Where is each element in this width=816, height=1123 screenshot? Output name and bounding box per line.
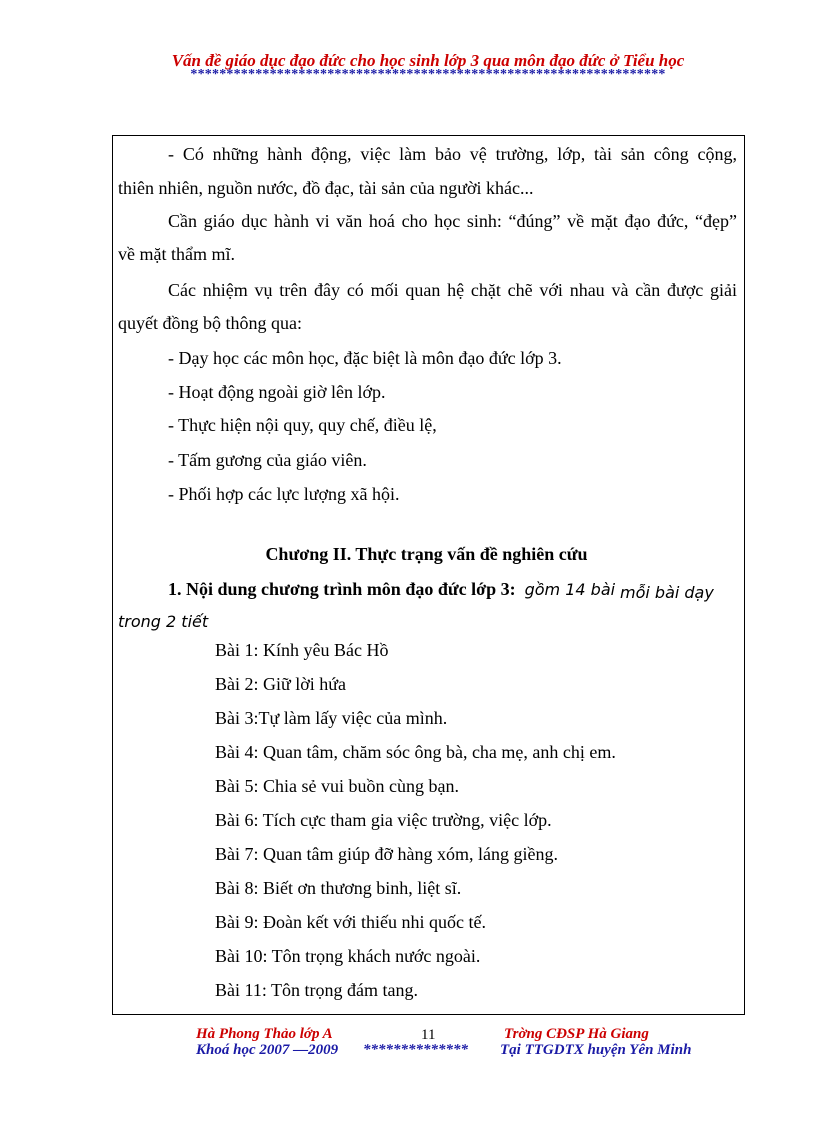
lesson-item: Bài 2: Giữ lời hứa <box>215 674 347 694</box>
paragraph-1-line-2: thiên nhiên, nguồn nước, đồ đạc, tài sản của người khác... <box>118 178 534 198</box>
section-note-b: mỗi bài dạy <box>620 583 714 602</box>
bullet-item: - Hoạt động ngoài giờ lên lớp. <box>168 382 386 402</box>
paragraph-3-line-2: quyết đồng bộ thông qua: <box>118 313 302 333</box>
lesson-item: Bài 4: Quan tâm, chăm sóc ông bà, cha mẹ, anh chị em. <box>215 742 616 762</box>
running-header-title: Vấn đề giáo dục đạo đức cho học sinh lớp 3 qua môn đạo đức ở Tiểu học <box>171 51 685 70</box>
lesson-item: Bài 8: Biết ơn thương binh, liệt sĩ. <box>215 878 462 898</box>
paragraph-3-line-1: Các nhiệm vụ trên đây có mối quan hệ chặt chẽ với nhau và cần được giải <box>168 280 737 300</box>
bullet-item: - Phối hợp các lực lượng xã hội. <box>168 484 400 504</box>
lesson-item: Bài 11: Tôn trọng đám tang. <box>215 980 418 1000</box>
footer-author: Hà Phong Thảo lớp A <box>196 1026 333 1042</box>
footer-school: Trờng CĐSP Hà Giang <box>504 1026 649 1042</box>
section-note-a: gồm 14 bài <box>524 580 616 599</box>
page-number: 11 <box>421 1027 436 1043</box>
lesson-item: Bài 9: Đoàn kết với thiếu nhi quốc tế. <box>215 912 486 932</box>
lesson-item: Bài 1: Kính yêu Bác Hồ <box>215 640 389 660</box>
bullet-item: - Dạy học các môn học, đặc biệt là môn đạo đức lớp 3. <box>168 348 562 368</box>
lesson-item: Bài 10: Tôn trọng khách nước ngoài. <box>215 946 481 966</box>
paragraph-2-line-2: về mặt thẩm mĩ. <box>118 244 235 264</box>
footer-location: Tại TTGDTX huyện Yên Minh <box>500 1042 692 1058</box>
paragraph-1-line-1: - Có những hành động, việc làm bảo vệ trường, lớp, tài sản công cộng, <box>168 144 737 164</box>
footer-course: Khoá học 2007 —2009 <box>196 1042 339 1058</box>
lesson-item: Bài 3:Tự làm lấy việc của mình. <box>215 708 448 728</box>
lesson-item: Bài 7: Quan tâm giúp đỡ hàng xóm, láng giềng. <box>215 844 558 864</box>
chapter-heading: Chương II. Thực trạng vấn đề nghiên cứu <box>265 544 588 564</box>
section-heading <box>168 578 615 601</box>
bullet-item: - Thực hiện nội quy, quy chế, điều lệ, <box>168 415 437 435</box>
footer-stars: ************** <box>363 1042 468 1058</box>
lesson-item: Bài 5: Chia sẻ vui buồn cùng bạn. <box>215 776 459 796</box>
running-header-stars: ****************************************************************** <box>190 67 666 82</box>
bullet-item: - Tấm gương của giáo viên. <box>168 450 367 470</box>
section-title: 1. Nội dung chương trình môn đạo đức lớp 3: <box>168 579 516 599</box>
lesson-item: Bài 6: Tích cực tham gia việc trường, việc lớp. <box>215 810 552 830</box>
section-note-c: trong 2 tiết <box>118 612 209 631</box>
paragraph-2-line-1: Cần giáo dục hành vi văn hoá cho học sinh: “đúng” về mặt đạo đức, “đẹp” <box>168 211 737 231</box>
